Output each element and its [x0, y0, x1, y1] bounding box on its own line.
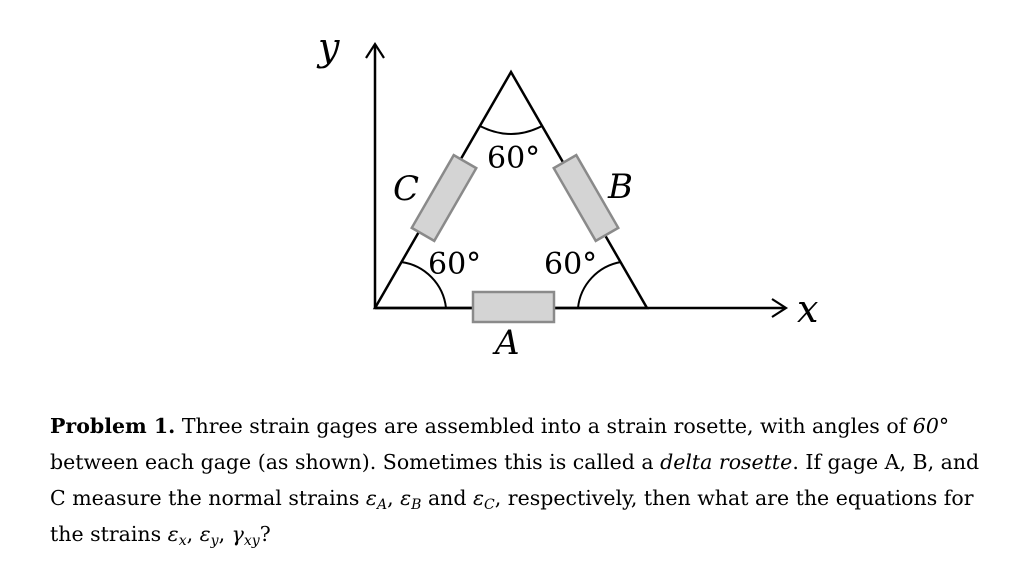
gage-a-label: A [495, 323, 520, 363]
question-mark: ? [259, 522, 271, 546]
gamma-subscript: xy [243, 533, 260, 549]
angle-right-label: 60° [544, 247, 598, 282]
problem-term: delta rosette [660, 450, 793, 474]
problem-statement [50, 408, 990, 552]
sep-1: , [387, 486, 401, 510]
eps-a-subscript: A [376, 497, 388, 513]
eps-c-symbol: ε [473, 486, 485, 510]
problem-text-3: . If gage A, B, and C measure the normal strains [50, 450, 980, 510]
gamma-symbol: γ [231, 522, 244, 546]
angle-left-label: 60° [428, 247, 482, 282]
eps-x-symbol: ε [167, 522, 179, 546]
gage-b-label: B [608, 167, 633, 207]
problem-text-4: , respectively, then what are the equations for the strains [50, 486, 974, 546]
sep-3: , [218, 522, 232, 546]
angle-arc-top [480, 126, 542, 134]
problem-angle: 60° [912, 414, 950, 438]
eps-y-symbol: ε [199, 522, 211, 546]
x-axis-label: x [797, 287, 819, 331]
eps-y-subscript: y [210, 533, 219, 549]
eps-a-symbol: ε [365, 486, 377, 510]
problem-title: Problem 1. [50, 414, 176, 438]
gage-a [473, 292, 554, 322]
problem-text-2: between each gage (as shown). Sometimes this is called a [50, 450, 661, 474]
gage-c [412, 155, 477, 241]
gage-c-label: C [393, 169, 420, 209]
eps-x-subscript: x [178, 533, 187, 549]
eps-b-subscript: B [411, 497, 422, 513]
eps-b-symbol: ε [400, 486, 412, 510]
y-axis-label: y [318, 25, 340, 69]
sep-2: , [186, 522, 200, 546]
angle-top-label: 60° [487, 141, 541, 176]
and-word: and [421, 486, 474, 510]
eps-c-subscript: C [484, 497, 495, 513]
problem-text-1: Three strain gages are assembled into a strain rosette, with angles of [175, 414, 913, 438]
